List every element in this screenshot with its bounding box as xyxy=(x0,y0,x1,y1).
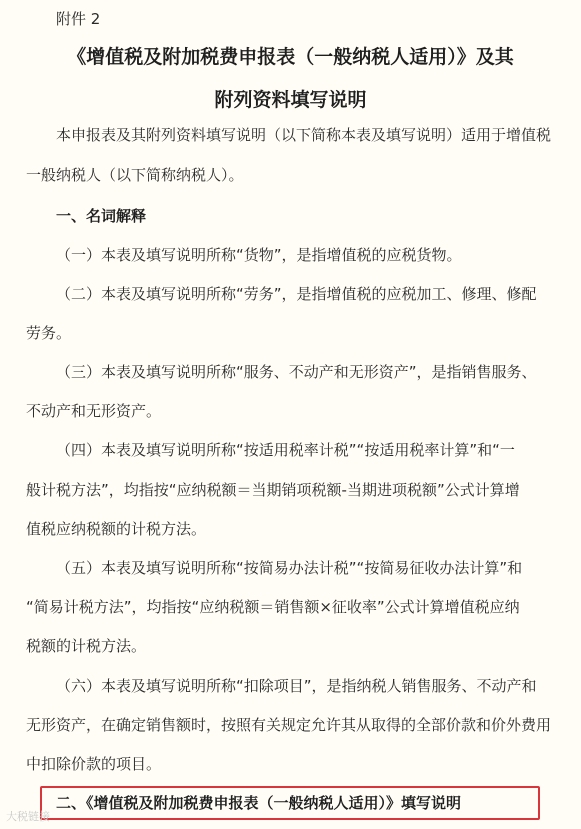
definition-item-4-line-1: （四）本表及填写说明所称“按适用税率计税”“按适用税率计算”和“一 xyxy=(56,441,515,459)
definition-item-3-line-1: （三）本表及填写说明所称“服务、不动产和无形资产”，是指销售服务、 xyxy=(56,363,537,381)
definition-item-4-line-3: 值税应纳税额的计税方法。 xyxy=(26,520,207,538)
definition-item-6-line-2: 无形资产，在确定销售额时，按照有关规定允许其从取得的全部价款和价外费用 xyxy=(26,716,552,734)
definition-item-3-line-2: 不动产和无形资产。 xyxy=(26,402,162,420)
attachment-label: 附件 2 xyxy=(56,10,101,28)
section-heading-form-instructions: 二、《增值税及附加税费申报表（一般纳税人适用）》填写说明 xyxy=(56,794,462,812)
definition-item-5-line-1: （五）本表及填写说明所称“按简易办法计税”“按简易征收办法计算”和 xyxy=(56,559,523,577)
document-title-line-1: 《增值税及附加税费申报表（一般纳税人适用）》及其 xyxy=(67,46,514,68)
definition-item-5-line-3: 税额的计税方法。 xyxy=(26,637,147,655)
definition-item-4-line-2: 般计税方法”，均指按“应纳税额＝当期销项税额-当期进项税额”公式计算增 xyxy=(26,481,520,499)
definition-item-2-line-2: 劳务。 xyxy=(26,324,72,342)
definition-item-1-line-1: （一）本表及填写说明所称“货物”，是指增值税的应税货物。 xyxy=(56,246,462,264)
definition-item-6-line-3: 中扣除价款的项目。 xyxy=(26,755,162,773)
section-heading-definitions: 一、名词解释 xyxy=(56,207,147,225)
definition-item-5-line-2: “简易计税方法”，均指按“应纳税额＝销售额×征收率”公式计算增值税应纳 xyxy=(26,598,520,616)
intro-line-2: 一般纳税人（以下简称纳税人）。 xyxy=(26,166,244,184)
definition-item-6-line-1: （六）本表及填写说明所称“扣除项目”，是指纳税人销售服务、不动产和 xyxy=(56,677,537,695)
document-title-line-2: 附列资料填写说明 xyxy=(214,89,367,111)
watermark: 大税链接 xyxy=(6,810,50,823)
intro-line-1: 本申报表及其附列资料填写说明（以下简称本表及填写说明）适用于增值税 xyxy=(56,126,552,144)
definition-item-2-line-1: （二）本表及填写说明所称“劳务”，是指增值税的应税加工、修理、修配 xyxy=(56,285,537,303)
